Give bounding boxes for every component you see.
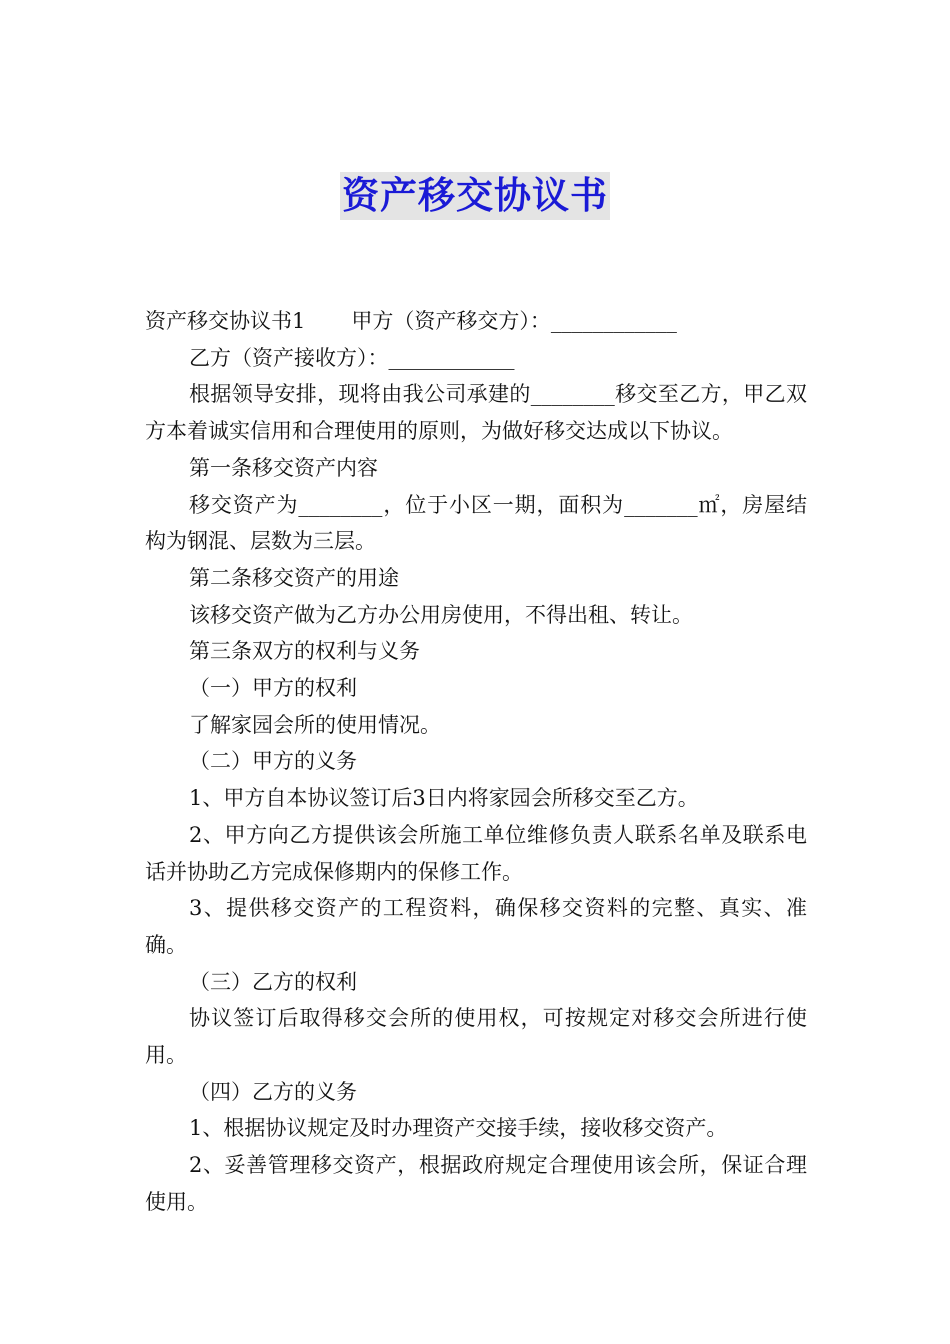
article-3-heading: 第三条双方的权利与义务 <box>189 639 420 664</box>
title-container <box>0 172 950 220</box>
party-b-duty-1: 1、根据协议规定及时办理资产交接手续，接收移交资产。 <box>189 1116 728 1141</box>
party-a-rights-content: 了解家园会所的使用情况。 <box>189 712 441 737</box>
party-a-duty-1: 1、甲方自本协议签订后3日内将家园会所移交至乙方。 <box>189 786 699 811</box>
party-a-line: 甲方（资产移交方）：____________ <box>351 309 677 333</box>
party-b-duties-heading: （四）乙方的义务 <box>189 1079 357 1104</box>
document-body <box>145 303 807 1221</box>
party-b-line: 乙方（资产接收方）：____________ <box>189 345 515 370</box>
party-a-duties-heading: （二）甲方的义务 <box>189 749 357 774</box>
document-title: 资产移交协议书 <box>340 172 610 220</box>
party-b-duty-2: 2、妥善管理移交资产，根据政府规定合理使用该会所，保证合理使用。 <box>145 1153 807 1214</box>
article-1-content: 移交资产为________，位于小区一期，面积为_______㎡，房屋结构为钢混、层数为三层。 <box>145 492 807 554</box>
article-2-heading: 第二条移交资产的用途 <box>189 565 399 590</box>
doc-label: 资产移交协议书1 <box>145 309 306 333</box>
article-1-heading: 第一条移交资产内容 <box>189 455 378 480</box>
party-b-rights-content: 协议签订后取得移交会所的使用权，可按规定对移交会所进行使用。 <box>145 1006 807 1068</box>
party-a-duty-2: 2、甲方向乙方提供该会所施工单位维修负责人联系名单及联系电话并协助乙方完成保修期内的保修工作。 <box>145 822 807 884</box>
intro-paragraph: 根据领导安排，现将由我公司承建的________移交至乙方，甲乙双方本着诚实信用和合理使用的原则，为做好移交达成以下协议。 <box>145 382 807 444</box>
party-a-duty-3: 3、提供移交资产的工程资料，确保移交资料的完整、真实、准确。 <box>145 896 807 957</box>
article-2-content: 该移交资产做为乙方办公用房使用，不得出租、转让。 <box>189 602 693 627</box>
party-b-rights-heading: （三）乙方的权利 <box>189 969 357 994</box>
heading-line <box>145 303 807 340</box>
party-a-rights-heading: （一）甲方的权利 <box>189 676 357 701</box>
